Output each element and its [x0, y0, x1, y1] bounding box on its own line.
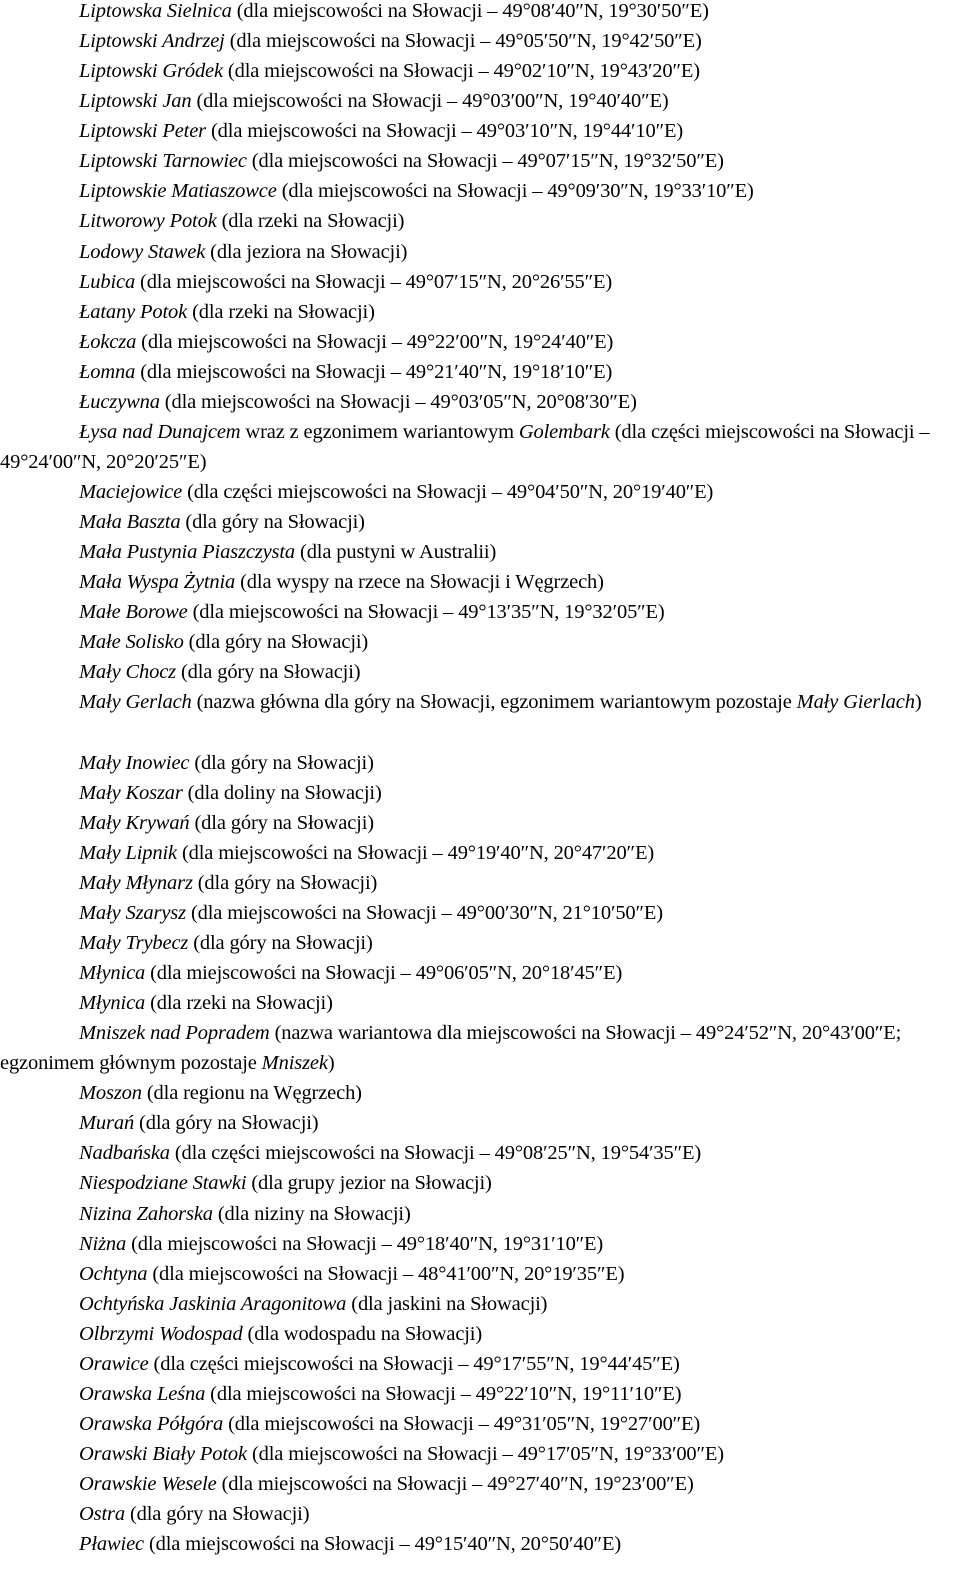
entry-name: Małe Borowe: [79, 601, 188, 624]
entry-description: (dla grupy jezior na Słowacji): [246, 1172, 492, 1195]
entry-description: (nazwa główna dla góry na Słowacji, egzonimem wariantowym pozostaje: [191, 691, 797, 714]
entry-description: (dla miejscowości na Słowacji – 49°27′40″N, 19°23′00″E): [216, 1473, 694, 1496]
list-item: [0, 1349, 960, 1379]
list-item: [0, 1108, 960, 1138]
list-item: [0, 507, 960, 537]
list-item: [0, 1018, 960, 1078]
entry-name: Mała Wyspa Żytnia: [79, 571, 236, 594]
entry-name: Liptowski Peter: [79, 120, 207, 143]
entry-name: Młynica: [79, 962, 146, 984]
entry-name: Liptowska Sielnica: [79, 0, 232, 22]
entry-description: (dla części miejscowości na Słowacji – 49°04′50″N, 20°19′40″E): [182, 481, 714, 503]
list-item: [0, 1469, 960, 1499]
entry-description: (dla miejscowości na Słowacji – 49°08′40″N, 19°30′50″E): [231, 0, 709, 22]
entry-description: (dla wyspy na rzece na Słowacji i Węgrzech): [235, 571, 604, 594]
entry-description: (dla miejscowości na Słowacji – 49°07′15″N, 20°26′55″E): [135, 270, 613, 293]
list-item: [0, 868, 960, 898]
list-item: [0, 838, 960, 868]
list-item: [0, 176, 960, 206]
entry-description: (nazwa wariantowa dla miejscowości na Słowacji – 49°24′52″N, 20°43′00″E; egzonimem głównym pozostaje: [0, 1022, 902, 1075]
entry-name: Ochtyńska Jaskinia Aragonitowa: [79, 1292, 347, 1315]
entry-description: (dla części miejscowości na Słowacji – 49°08′25″N, 19°54′35″E): [169, 1142, 702, 1165]
entry-description: (dla góry na Słowacji): [134, 1112, 319, 1135]
entry-description: (dla miejscowości na Słowacji – 49°05′50″N, 19°42′50″E): [224, 30, 702, 53]
entry-description: (dla góry na Słowacji): [192, 871, 378, 894]
entry-name: Liptowski Andrzej: [79, 30, 225, 53]
entry-name: Orawska Półgóra: [79, 1412, 224, 1435]
list-item: [0, 657, 960, 687]
entry-description: (dla miejscowości na Słowacji – 49°17′05″N, 19°33′00″E): [246, 1443, 724, 1465]
entry-name: Niespodziane Stawki: [79, 1172, 247, 1195]
list-item: [0, 0, 960, 26]
entry-description: (dla niziny na Słowacji): [212, 1202, 411, 1225]
entry-name: Liptowski Gródek: [79, 60, 223, 83]
list-item: [0, 146, 960, 176]
entry-name: Mała Baszta: [79, 511, 181, 534]
list-item: [0, 1138, 960, 1168]
list-item: [0, 687, 960, 747]
entry-name: Łysa nad Dunajcem: [79, 420, 241, 443]
list-item: [0, 417, 960, 477]
entry-description: (dla miejscowości na Słowacji – 49°02′10″N, 19°43′20″E): [222, 60, 700, 83]
list-item: [0, 1078, 960, 1108]
list-item: [0, 26, 960, 56]
list-item: [0, 1439, 960, 1469]
entry-description: (dla góry na Słowacji): [189, 811, 374, 834]
entry-name: Mały Trybecz: [79, 931, 189, 954]
entry-name: Mały Chocz: [79, 661, 176, 684]
entry-description: (dla miejscowości na Słowacji – 49°09′30″N, 19°33′10″E): [276, 180, 754, 203]
entry-name: Maciejowice: [79, 481, 183, 503]
entry-name: Łuczywna: [79, 390, 160, 413]
entry-name: Nizina Zahorska: [79, 1202, 213, 1225]
entry-description: (dla miejscowości na Słowacji – 49°03′10″N, 19°44′10″E): [206, 120, 684, 143]
entry-name: Mała Pustynia Piaszczysta: [79, 541, 296, 564]
entry-description-tail: (dla części miejscowości na Słowacji – 49°24′00″N, 20°20′25″E): [0, 420, 930, 473]
entry-name: Mały Szarysz: [79, 901, 186, 924]
entry-variant-name: Golembark: [518, 420, 610, 443]
entry-name: Murań: [79, 1112, 135, 1135]
entry-name: Litworowy Potok: [79, 210, 217, 233]
entry-name: Łomna: [79, 360, 136, 383]
list-item: [0, 1199, 960, 1229]
list-item: [0, 928, 960, 958]
entry-name: Młynica: [79, 992, 146, 1015]
entry-name: Liptowski Jan: [79, 90, 192, 113]
entry-name: Mały Krywań: [79, 811, 190, 834]
list-item: [0, 56, 960, 86]
list-item: [0, 1289, 960, 1319]
list-item: [0, 1319, 960, 1349]
entry-name: Orawska Leśna: [79, 1382, 206, 1405]
entry-description: (dla góry na Słowacji): [176, 661, 361, 684]
list-item: [0, 1409, 960, 1439]
entry-description: (dla wodospadu na Słowacji): [242, 1322, 483, 1345]
entry-name: Łokcza: [79, 330, 137, 353]
list-item: [0, 387, 960, 417]
entry-name: Mały Gerlach: [79, 691, 192, 714]
list-item: [0, 1229, 960, 1259]
entry-name: Mały Koszar: [79, 781, 183, 804]
entry-name: Lodowy Stawek: [79, 240, 206, 263]
entry-name: Mały Młynarz: [79, 871, 193, 894]
list-item: [0, 1529, 960, 1559]
entry-description: (dla rzeki na Słowacji): [145, 992, 333, 1015]
entry-description: (dla rzeki na Słowacji): [187, 300, 375, 323]
entry-description: (dla miejscowości na Słowacji – 49°06′05″N, 20°18′45″E): [145, 962, 623, 984]
entry-name: Pławiec: [79, 1533, 144, 1556]
entry-name: Liptowskie Matiaszowce: [79, 180, 277, 203]
entry-name: Małe Solisko: [79, 631, 184, 654]
entry-description: (dla miejscowości na Słowacji – 49°07′15″N, 19°32′50″E): [246, 150, 724, 173]
list-item: [0, 537, 960, 567]
list-item: [0, 297, 960, 327]
entry-description: (dla miejscowości na Słowacji – 49°22′10″N, 19°11′10″E): [205, 1382, 682, 1405]
entry-description: (dla pustyni w Australii): [295, 541, 497, 564]
entry-description: wraz z egzonimem wariantowym: [240, 420, 519, 443]
list-item: [0, 206, 960, 236]
list-item: [0, 778, 960, 808]
entry-name: Ostra: [79, 1503, 125, 1526]
entry-description: (dla miejscowości na Słowacji – 49°22′00″N, 19°24′40″E): [136, 330, 614, 353]
list-item: [0, 357, 960, 387]
entry-name: Niżna: [79, 1232, 127, 1255]
list-item: [0, 748, 960, 778]
entry-variant-name: Mniszek: [261, 1052, 328, 1075]
list-item: [0, 1168, 960, 1198]
list-item: [0, 86, 960, 116]
entry-name: Mały Inowiec: [79, 751, 190, 774]
entry-description: (dla miejscowości na Słowacji – 49°15′40″N, 20°50′40″E): [144, 1533, 621, 1556]
entry-description: (dla miejscowości na Słowacji – 49°03′00″N, 19°40′40″E): [191, 90, 669, 113]
entry-description: (dla jaskini na Słowacji): [346, 1292, 548, 1315]
list-item: [0, 958, 960, 988]
entry-name: Mniszek nad Popradem: [79, 1022, 270, 1045]
list-item: [0, 627, 960, 657]
entry-description: (dla góry na Słowacji): [180, 511, 365, 534]
entry-name: Orawski Biały Potok: [79, 1443, 247, 1465]
list-item: [0, 597, 960, 627]
entry-name: Orawice: [79, 1352, 149, 1375]
entry-description: (dla miejscowości na Słowacji – 49°31′05″N, 19°27′00″E): [223, 1412, 701, 1435]
entry-description-tail: ): [327, 1052, 335, 1075]
entry-name: Mały Lipnik: [79, 841, 177, 864]
list-item: [0, 567, 960, 597]
entry-name: Nadbańska: [79, 1142, 170, 1165]
list-item: [0, 898, 960, 928]
list-item: [0, 1379, 960, 1409]
list-item: [0, 988, 960, 1018]
entry-description: (dla góry na Słowacji): [183, 631, 369, 654]
entry-description: (dla miejscowości na Słowacji – 49°03′05″N, 20°08′30″E): [159, 390, 637, 413]
entry-name: Orawskie Wesele: [79, 1473, 217, 1496]
entry-description: (dla miejscowości na Słowacji – 49°00′30″N, 21°10′50″E): [185, 901, 663, 924]
list-item: [0, 1499, 960, 1529]
entry-description: (dla góry na Słowacji): [124, 1503, 310, 1526]
entry-name: Olbrzymi Wodospad: [79, 1322, 243, 1345]
list-item: [0, 267, 960, 297]
entry-description: (dla miejscowości na Słowacji – 49°13′35″N, 19°32′05″E): [187, 601, 665, 624]
entry-description: (dla miejscowości na Słowacji – 49°19′40″N, 20°47′20″E): [177, 841, 654, 864]
entry-name: Lubica: [79, 270, 136, 293]
list-item: [0, 116, 960, 146]
entry-description: (dla miejscowości na Słowacji – 48°41′00″N, 20°19′35″E): [147, 1262, 625, 1285]
entry-description: (dla części miejscowości na Słowacji – 49°17′55″N, 19°44′45″E): [148, 1352, 680, 1375]
entry-name: Liptowski Tarnowiec: [79, 150, 247, 173]
entry-description: (dla miejscowości na Słowacji – 49°21′40″N, 19°18′10″E): [135, 360, 613, 383]
entry-name: Ochtyna: [79, 1262, 148, 1285]
entry-description: (dla miejscowości na Słowacji – 49°18′40″N, 19°31′10″E): [126, 1232, 604, 1255]
list-item: [0, 477, 960, 507]
entry-description: (dla jeziora na Słowacji): [205, 240, 408, 263]
entry-name: Moszon: [79, 1082, 142, 1105]
list-item: [0, 1259, 960, 1289]
list-item: [0, 237, 960, 267]
entry-description: (dla rzeki na Słowacji): [216, 210, 405, 233]
entry-variant-name: Mały Gierlach: [796, 691, 915, 714]
list-item: [0, 327, 960, 357]
entry-name: Łatany Potok: [79, 300, 188, 323]
entry-description: (dla góry na Słowacji): [189, 751, 374, 774]
entry-description-tail: ): [914, 691, 922, 714]
entry-description: (dla regionu na Węgrzech): [141, 1082, 362, 1105]
list-item: [0, 808, 960, 838]
entry-description: (dla doliny na Słowacji): [182, 781, 382, 804]
entry-description: (dla góry na Słowacji): [188, 931, 373, 954]
